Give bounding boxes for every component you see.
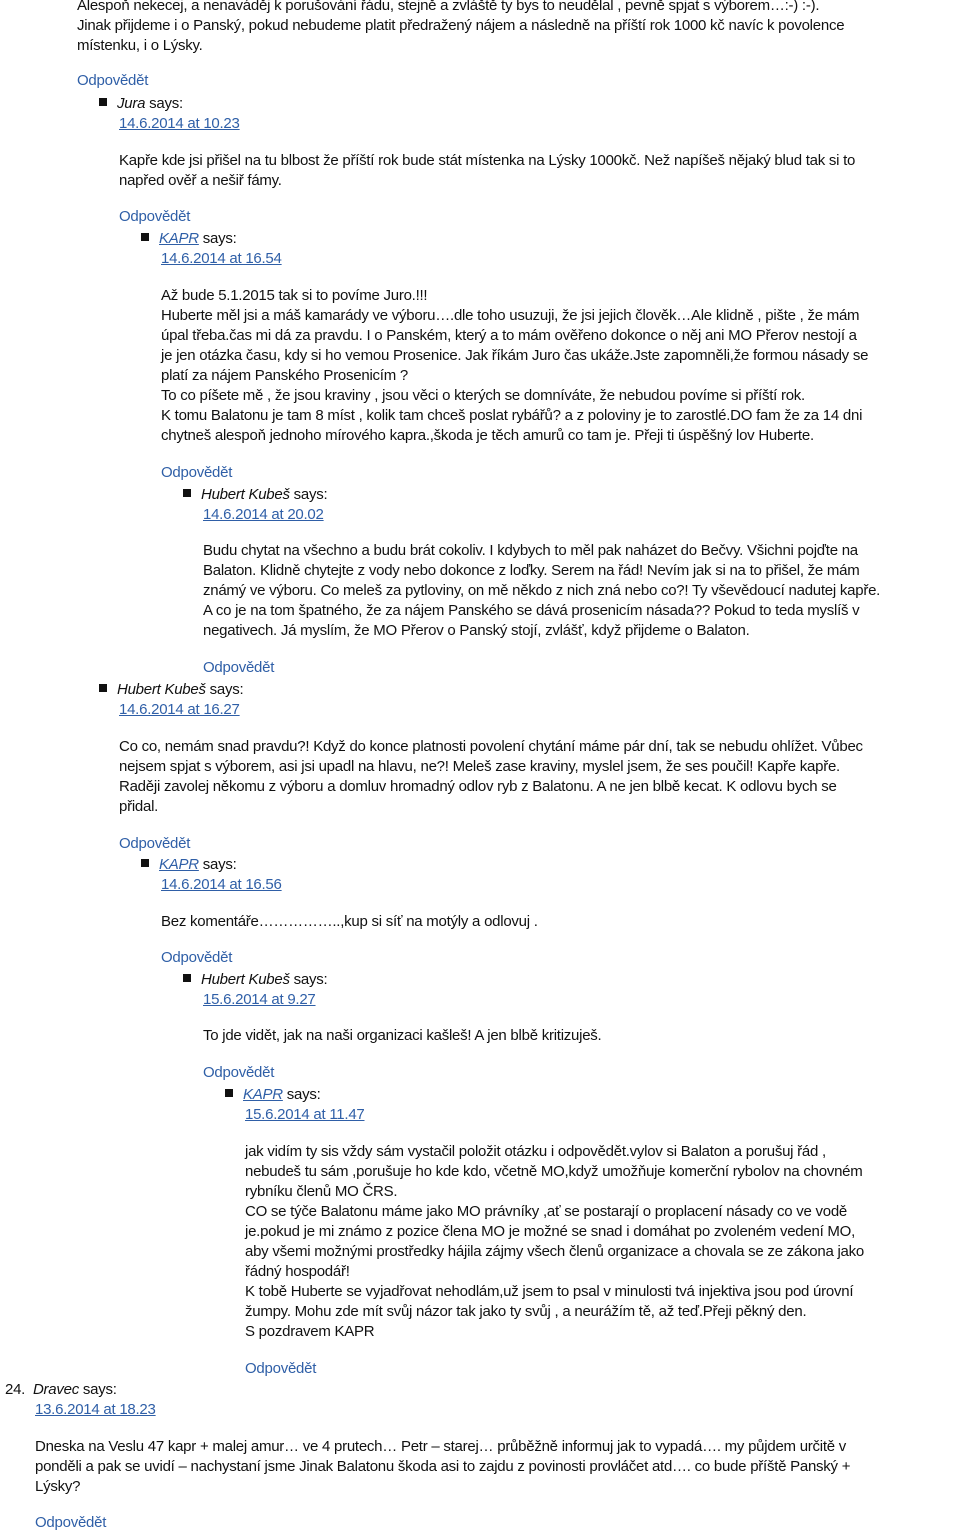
comment-text-line: řádný hospodář! [245, 1263, 350, 1280]
comment-text-line: aby všemi možnými prostředky hájila zájmy všech členů organizace a chovala se ze zákona jako [245, 1243, 864, 1260]
comment-text-line: napřed ověř a nešiř fámy. [119, 172, 282, 189]
comment-header [99, 94, 183, 114]
comment-text-line: Dneska na Veslu 47 kapr + malej amur… ve 4 prutech… Petr – starej… průběžně informuj jak to vypadá…. my půjdem určitě v [35, 1438, 847, 1455]
comment-header [183, 485, 327, 505]
comment-body [161, 286, 958, 446]
comment-author: Jura [117, 95, 146, 112]
comment-body-intro [77, 0, 957, 56]
comment-author-link[interactable]: KAPR [159, 856, 199, 873]
comment-text-line: To jde vidět, jak na naši organizaci kašleš! A jen blbě kritizuješ. [203, 1027, 602, 1044]
comment-text-line: Huberte měl jsi a máš kamarády ve výboru….dle toho usuzuji, že jsi jejich člověk…Ale klidně , pište , že mám [161, 307, 860, 324]
comment-text-line: žumpy. Mohu zde mít svůj názor tak jako ty svůj , a neurážím tě, až teď.Přeji pěkný den. [245, 1303, 807, 1320]
bullet-icon [99, 684, 107, 692]
says-label: says: [149, 95, 183, 112]
comment-header [99, 680, 243, 700]
comment-header [141, 229, 237, 249]
reply-link[interactable]: Odpovědět [119, 208, 191, 225]
comment-body [35, 1437, 957, 1497]
reply-link[interactable]: Odpovědět [203, 659, 275, 676]
reply-link[interactable]: Odpovědět [77, 72, 149, 89]
comment-text-line: Alespoň nekecej, a nenaváděj k porušování řádu, stejně a zvláště ty bys to neudělal , pevně spjat s výborem…:-) :-). [77, 0, 820, 14]
comment-date-link[interactable]: 14.6.2014 at 20.02 [203, 506, 324, 523]
comment-header [225, 1085, 321, 1105]
comment-author: Hubert Kubeš [117, 681, 206, 698]
reply-link[interactable]: Odpovědět [119, 835, 191, 852]
comment-text-line: rybníku členů MO ČRS. [245, 1183, 398, 1200]
comment-text-line: úpal třeba.čas mi dá za pravdu. I o Panském, který a to mám ověřeno dokonce o něj ani MO Přerov nestojí a [161, 327, 857, 344]
comment-text-line: nejsem spjat s výborem, asi jsi upadl na hlavu, ne?! Meleš zase kraviny, myslel jsem, že ses poučil! Kapře kapře. [119, 758, 840, 775]
comment-body [161, 912, 958, 932]
comment-text-line: místenku, i o Lýsky. [77, 37, 203, 54]
reply-link[interactable]: Odpovědět [203, 1064, 275, 1081]
comment-text-line: Lýsky? [35, 1478, 81, 1495]
comment-date-link[interactable]: 14.6.2014 at 10.23 [119, 115, 240, 132]
comment-text-line: Balaton. Klidně chytejte z vody nebo dokonce z loďky. Serem na řád! Nevím jak si na to přišel, že mám [203, 562, 860, 579]
bullet-icon [141, 859, 149, 867]
comment-number: 24. [5, 1381, 26, 1398]
comment-author: Hubert Kubeš [201, 971, 290, 988]
comment-text-line: Kapře kde jsi přišel na tu blbost že příští rok bude stát místenka na Lýsky 1000kč. Než napíšeš nějaký blud tak si to [119, 152, 856, 169]
comment-date-link[interactable]: 13.6.2014 at 18.23 [35, 1401, 156, 1418]
comment-header [141, 855, 237, 875]
comment-text-line: Raději zavolej někomu z výboru a domluv hromadný odlov ryb z Balatonu. A ne jen blbě kecat. K odlovu bych se [119, 778, 837, 795]
comment-text-line: jak vidím ty sis vždy sám vystačil položit otázku i odpovědět.vylov si Balaton a porušuj řád , [245, 1143, 826, 1160]
comment-text-line: nebudeš tu sám ,porušuje ho kde kdo, včetně MO,když umožňuje komerční rybolov na chovném [245, 1163, 863, 1180]
bullet-icon [225, 1089, 233, 1097]
comment-body [119, 737, 959, 817]
bullet-icon [141, 233, 149, 241]
comment-date-link[interactable]: 14.6.2014 at 16.56 [161, 876, 282, 893]
comment-author-link[interactable]: KAPR [159, 230, 199, 247]
comment-body [203, 1026, 958, 1046]
says-label: says: [293, 486, 328, 503]
comment-text-line: je jen otázka času, kdy si ho vemou Prosenice. Jak říkám Juro čas ukáže.Jste zapomněli,že formou násady se [161, 347, 869, 364]
comment-date-link[interactable]: 14.6.2014 at 16.27 [119, 701, 240, 718]
comment-text-line: Budu chytat na všechno a budu brát cokoliv. I kdybych to měl pak naházet do Bečvy. Všichni pojďte na [203, 542, 858, 559]
comment-date-link[interactable]: 15.6.2014 at 11.47 [245, 1106, 365, 1123]
comment-text-line: Bez komentáře……………..,kup si síť na motýly a odlovuj . [161, 913, 538, 930]
says-label: says: [209, 681, 244, 698]
comment-text-line: A co je na tom špatného, že za nájem Panského se dává prosenicím násada?? Pokud to teda myslíš v [203, 602, 860, 619]
comment-text-line: K tobě Huberte se vyjadřovat nehodlám,už jsem to psal v minulosti tvá injektiva jsou pod úrovní [245, 1283, 854, 1300]
comment-body [119, 151, 959, 191]
comment-text-line: je.pokud je mi známo z pozice člena MO je možné se snad i domáhat po zvoleném vedení MO, [245, 1223, 855, 1240]
bullet-icon [183, 489, 191, 497]
comment-text-line: Až bude 5.1.2015 tak si to povíme Juro.!!! [161, 287, 428, 304]
comment-body [245, 1142, 957, 1342]
says-label: says: [202, 230, 237, 247]
comment-text-line: ponděli a pak se uvidí – nachystaní jsme Jinak Balatonu škoda asi to zajdu z povinosti provláčet atd…. co bude příště Panský + [35, 1458, 851, 1475]
comment-text-line: CO se týče Balatonu máme jako MO právníky ,ať se postarají o proplacení násady co ve vodě [245, 1203, 848, 1220]
comment-text-line: Jinak přijdeme i o Panský, pokud nebudeme platit předražený nájem a následně na příští rok 1000 kč navíc k povolence [77, 17, 845, 34]
comment-body [203, 541, 958, 641]
says-label: says: [293, 971, 328, 988]
comment-date-link[interactable]: 15.6.2014 at 9.27 [203, 991, 316, 1008]
bullet-icon [183, 974, 191, 982]
comment-date-link[interactable]: 14.6.2014 at 16.54 [161, 250, 282, 267]
reply-link[interactable]: Odpovědět [161, 464, 233, 481]
comment-author-link[interactable]: KAPR [243, 1086, 283, 1103]
bullet-icon [99, 98, 107, 106]
comment-text-line: negativech. Já myslím, že MO Přerov o Panský stojí, zvlášť, když přijdeme o Balaton. [203, 622, 750, 639]
says-label: says: [202, 856, 237, 873]
comment-header [5, 1380, 117, 1400]
reply-link[interactable]: Odpovědět [245, 1360, 317, 1377]
comment-text-line: známý ve výboru. Co meleš za pytloviny, on mě někdo z nich zná nebo co?! Ty vševědoucí nadutej kapře. [203, 582, 881, 599]
reply-link[interactable]: Odpovědět [161, 949, 233, 966]
comment-author: Dravec [32, 1381, 79, 1398]
comment-header [183, 970, 327, 990]
reply-link[interactable]: Odpovědět [35, 1514, 107, 1531]
comment-text-line: K tomu Balatonu je tam 8 míst , kolik tam chceš poslat rybářů? a z poloviny je to zarostlé.DO fam že za 14 dni [161, 407, 863, 424]
comment-text-line: chytneš alespoň jednoho mírového kapra.,škoda je těch amurů co tam je. Přeji ti úspěšný lov Huberte. [161, 427, 814, 444]
comment-text-line: Co co, nemám snad pravdu?! Když do konce platnosti povolení chytání máme pár dní, tak se nebudu ohlížet. Vůbec [119, 738, 863, 755]
comment-text-line: platí za nájem Panského Prosenicím ? [161, 367, 408, 384]
says-label: says: [82, 1381, 117, 1398]
comment-text-line: přidal. [119, 798, 159, 815]
comment-text-line: To co píšete mě , že jsou kraviny , jsou věci o kterých se domníváte, že nebudou povíme si příští rok. [161, 387, 805, 404]
comment-author: Hubert Kubeš [201, 486, 290, 503]
comment-text-line: S pozdravem KAPR [245, 1323, 375, 1340]
says-label: says: [286, 1086, 321, 1103]
